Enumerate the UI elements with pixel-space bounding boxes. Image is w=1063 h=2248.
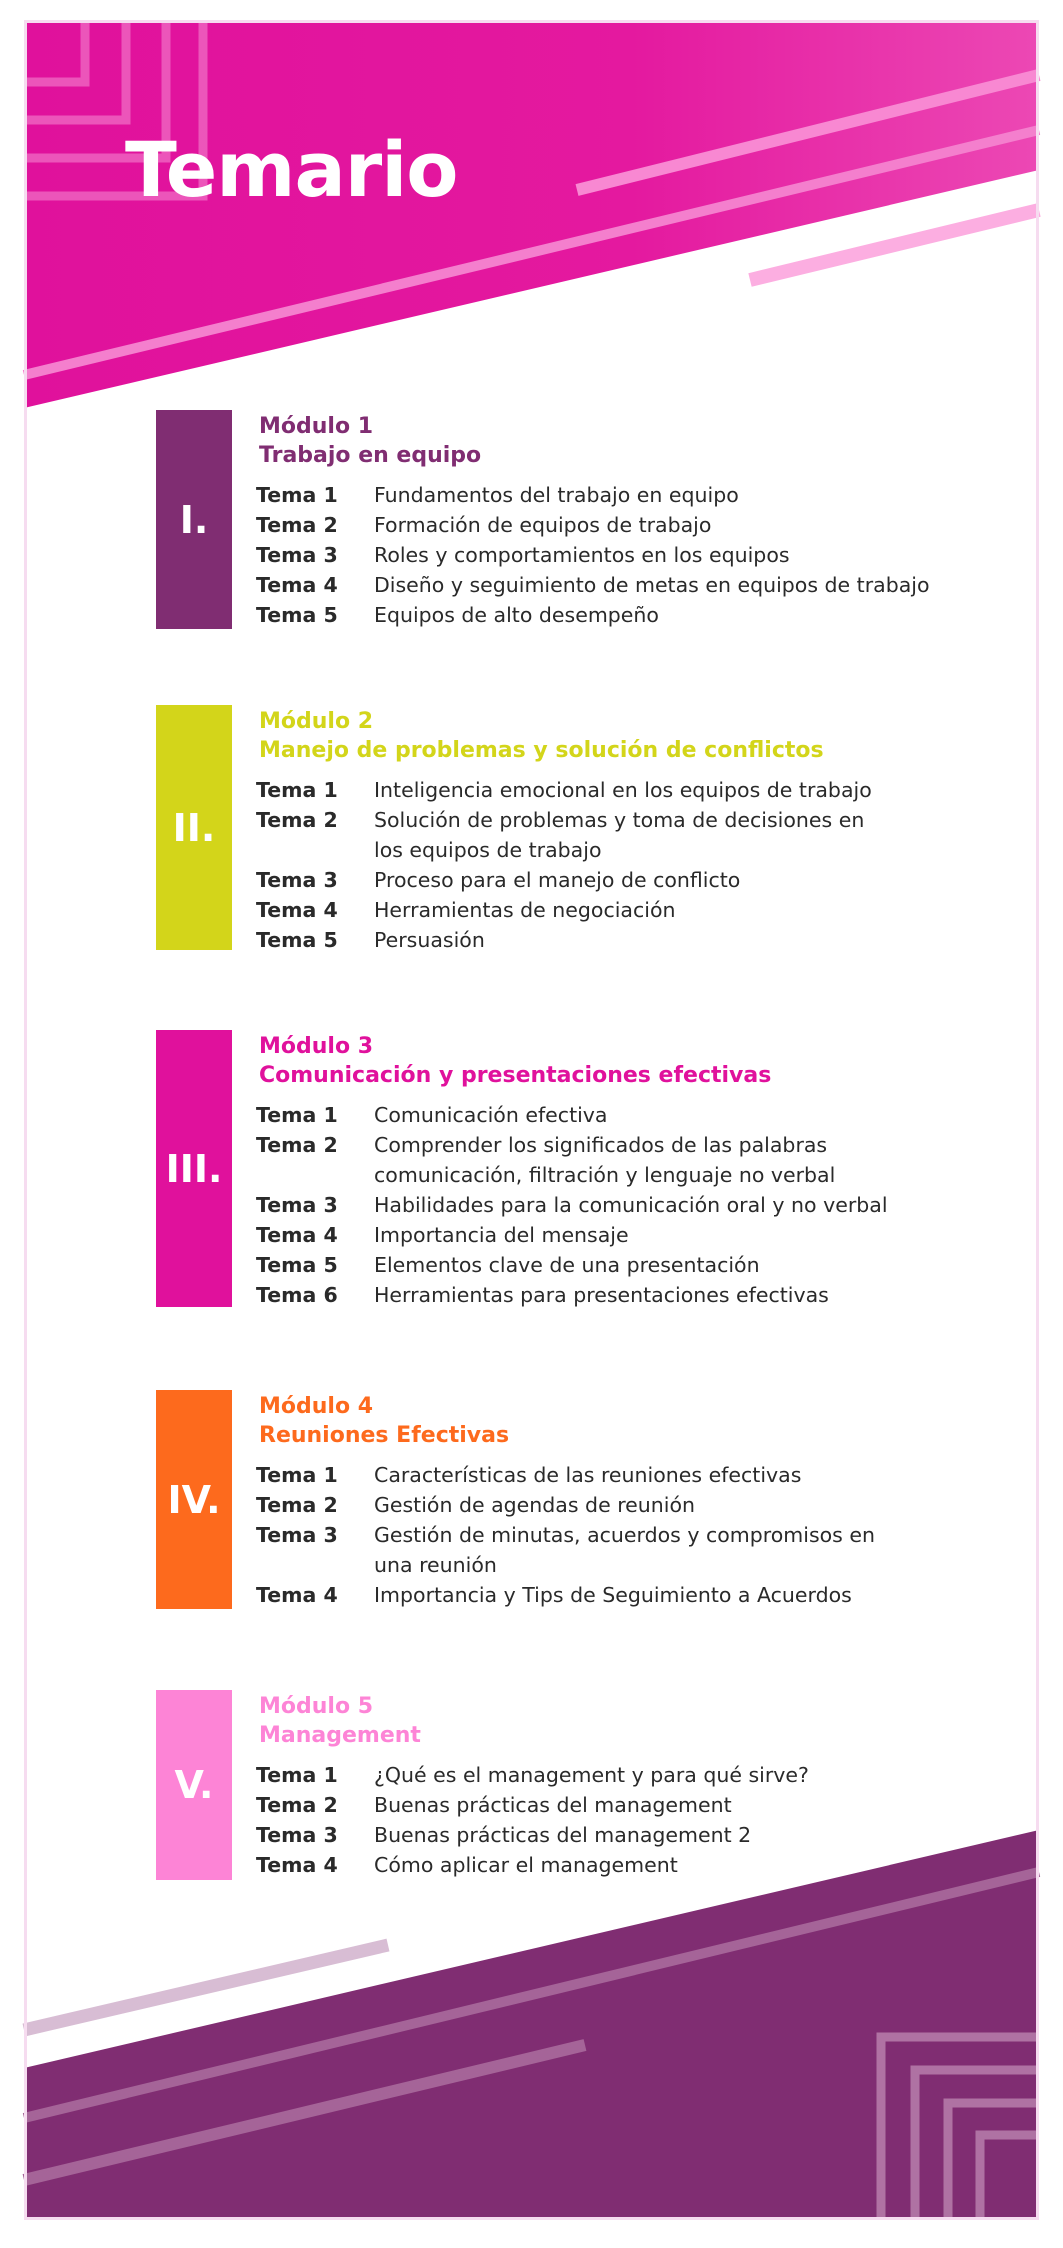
topic-number: Tema 2: [256, 513, 338, 537]
topic-item: [256, 1280, 888, 1310]
topic-item: [256, 600, 930, 630]
topic-number: Tema 6: [256, 1283, 338, 1307]
module-numeral-badge: IV.: [156, 1390, 232, 1609]
module-heading: [259, 412, 481, 470]
topic-text: Cómo aplicar el management: [374, 1853, 678, 1877]
topic-number: Tema 3: [256, 1523, 338, 1547]
module-title: Comunicación y presentaciones efectivas: [259, 1063, 772, 1088]
module-label: Módulo 1: [259, 414, 374, 439]
topic-item: [256, 1580, 894, 1610]
topic-item: [256, 1100, 888, 1130]
topic-text: Habilidades para la comunicación oral y no verbal: [374, 1193, 888, 1217]
topic-number: Tema 4: [256, 1223, 338, 1247]
topic-text: Gestión de agendas de reunión: [374, 1493, 696, 1517]
topic-text: Persuasión: [374, 928, 485, 952]
topic-list: [256, 480, 930, 630]
topic-item: [256, 1820, 809, 1850]
topic-list: [256, 775, 874, 955]
topic-item: [256, 1520, 894, 1580]
topic-item: [256, 805, 874, 865]
topic-item: [256, 540, 930, 570]
topic-text: Inteligencia emocional en los equipos de trabajo: [374, 778, 872, 802]
topic-number: Tema 5: [256, 603, 338, 627]
topic-item: [256, 925, 874, 955]
topic-number: Tema 3: [256, 868, 338, 892]
module-numeral-badge: I.: [156, 410, 232, 629]
topic-text: Roles y comportamientos en los equipos: [374, 543, 790, 567]
topic-number: Tema 4: [256, 1583, 338, 1607]
topic-item: [256, 1760, 809, 1790]
topic-text: Importancia y Tips de Seguimiento a Acuerdos: [374, 1583, 852, 1607]
topic-text: Gestión de minutas, acuerdos y compromisos en una reunión: [374, 1523, 875, 1577]
module-label: Módulo 3: [259, 1034, 374, 1059]
topic-number: Tema 3: [256, 1823, 338, 1847]
topic-text: Herramientas de negociación: [374, 898, 676, 922]
topic-text: Equipos de alto desempeño: [374, 603, 659, 627]
topic-number: Tema 5: [256, 1253, 338, 1277]
topic-number: Tema 1: [256, 1103, 338, 1127]
topic-item: [256, 1460, 894, 1490]
topic-number: Tema 1: [256, 1763, 338, 1787]
module-title: Manejo de problemas y solución de conflictos: [259, 738, 824, 763]
topic-item: [256, 570, 930, 600]
module-label: Módulo 5: [259, 1694, 374, 1719]
module-heading: [259, 1392, 509, 1450]
topic-number: Tema 4: [256, 898, 338, 922]
topic-item: [256, 1250, 888, 1280]
topic-number: Tema 1: [256, 483, 338, 507]
module-title: Trabajo en equipo: [259, 443, 482, 468]
topic-list: [256, 1760, 809, 1880]
module-label: Módulo 2: [259, 709, 374, 734]
topic-number: Tema 1: [256, 1463, 338, 1487]
module-title: Management: [259, 1723, 421, 1748]
topic-number: Tema 2: [256, 808, 338, 832]
topic-text: Comprender los significados de las palabras comunicación, filtración y lenguaje no verbal: [374, 1133, 836, 1187]
topic-number: Tema 3: [256, 543, 338, 567]
topic-number: Tema 2: [256, 1133, 338, 1157]
page-title: Temario: [125, 125, 458, 214]
topic-item: [256, 1790, 809, 1820]
topic-item: [256, 510, 930, 540]
topic-item: [256, 480, 930, 510]
topic-item: [256, 895, 874, 925]
topic-list: [256, 1100, 888, 1310]
topic-number: Tema 4: [256, 573, 338, 597]
module-heading: [259, 1032, 771, 1090]
topic-number: Tema 2: [256, 1793, 338, 1817]
topic-item: [256, 1220, 888, 1250]
topic-item: [256, 865, 874, 895]
topic-number: Tema 1: [256, 778, 338, 802]
topic-number: Tema 3: [256, 1193, 338, 1217]
topic-text: Comunicación efectiva: [374, 1103, 608, 1127]
module-title: Reuniones Efectivas: [259, 1423, 510, 1448]
topic-list: [256, 1460, 894, 1610]
topic-text: Solución de problemas y toma de decisiones en los equipos de trabajo: [374, 808, 865, 862]
topic-text: Formación de equipos de trabajo: [374, 513, 712, 537]
topic-item: [256, 1850, 809, 1880]
topic-text: Buenas prácticas del management: [374, 1793, 732, 1817]
module-label: Módulo 4: [259, 1394, 374, 1419]
topic-item: [256, 775, 874, 805]
module-numeral-badge: V.: [156, 1690, 232, 1880]
module-numeral-badge: II.: [156, 705, 232, 950]
topic-number: Tema 5: [256, 928, 338, 952]
module-numeral-badge: III.: [156, 1030, 232, 1307]
topic-item: [256, 1130, 888, 1190]
topic-text: Características de las reuniones efectivas: [374, 1463, 802, 1487]
topic-number: Tema 4: [256, 1853, 338, 1877]
topic-text: Buenas prácticas del management 2: [374, 1823, 752, 1847]
topic-item: [256, 1190, 888, 1220]
topic-text: Herramientas para presentaciones efectivas: [374, 1283, 829, 1307]
topic-text: Proceso para el manejo de conflicto: [374, 868, 741, 892]
topic-text: Importancia del mensaje: [374, 1223, 629, 1247]
topic-item: [256, 1490, 894, 1520]
module-heading: [259, 1692, 421, 1750]
topic-number: Tema 2: [256, 1493, 338, 1517]
topic-text: Diseño y seguimiento de metas en equipos de trabajo: [374, 573, 930, 597]
topic-text: ¿Qué es el management y para qué sirve?: [374, 1763, 809, 1787]
topic-text: Fundamentos del trabajo en equipo: [374, 483, 739, 507]
topic-text: Elementos clave de una presentación: [374, 1253, 760, 1277]
module-heading: [259, 707, 824, 765]
